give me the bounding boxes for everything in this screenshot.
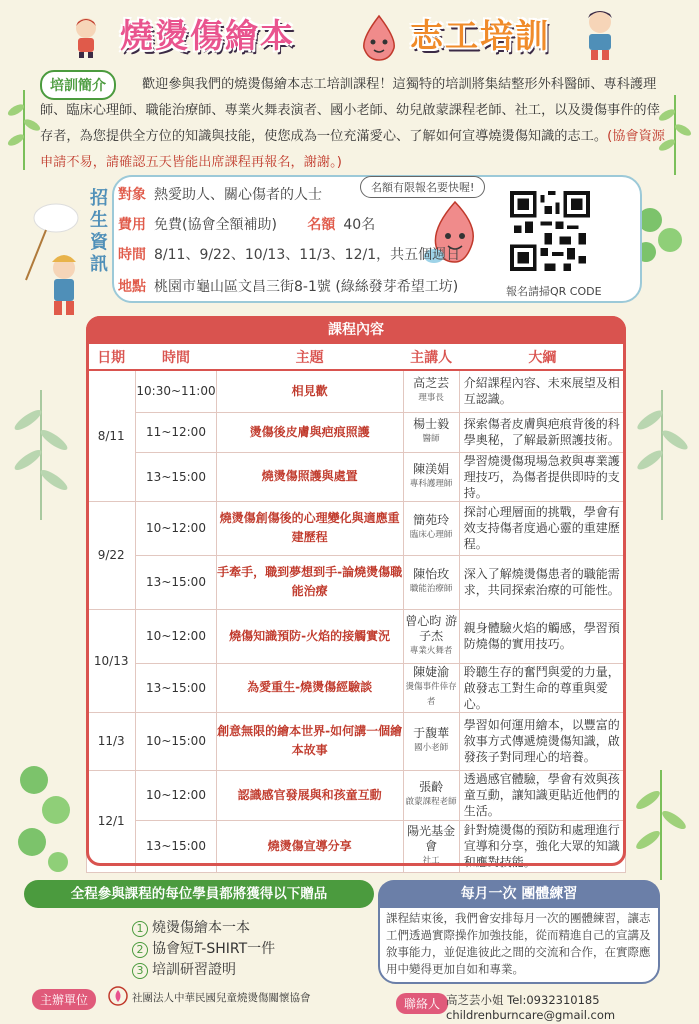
outline-cell: 探索傷者皮膚與疤痕背後的科學奧秘，了解最新照護技術。: [459, 412, 625, 452]
list-item: [132, 960, 275, 981]
practice-text: 課程結束後，我們會安排每月一次的團體練習，讓志工們透過實際操作加強技能，從而精進自己的宣講及敘事能力，並促進彼此之間的交流和合作，在實際應用中變得更加自如和專業。: [386, 911, 651, 976]
outline-cell: 透過感官體驗，學會有效與孩童互動，讓知識更貼近他們的生活。: [459, 770, 625, 820]
recruit-side-label: [88, 188, 110, 276]
table-row: [87, 712, 626, 770]
topic-cell: 認識感官發展與和孩童互動: [216, 770, 403, 820]
target-value: 熱愛助人、關心傷者的人士: [154, 187, 322, 203]
quota-value: 40名: [343, 217, 376, 233]
page-subtitle: 志工培訓: [410, 16, 550, 55]
table-row: [87, 370, 626, 412]
gift-number: 2: [132, 942, 148, 958]
page-title: 燒燙傷繪本: [120, 16, 295, 55]
topic-cell: 創意無限的繪本世界-如何講一個繪本故事: [216, 712, 403, 770]
speaker-cell: [403, 820, 459, 872]
recruit-time-row: [118, 244, 460, 264]
outline-cell: 學習如何運用繪本，以豐富的敘事方式傳遞燒燙傷知識，啟發孩子對同理心的培養。: [459, 712, 625, 770]
association-logo-icon: [108, 986, 128, 1006]
speaker-name: 曾心昀 游子杰: [405, 613, 458, 643]
column-header: 日期: [87, 344, 136, 370]
speaker-role: 醫師: [422, 434, 440, 444]
topic-cell: 相見歡: [216, 370, 403, 412]
speaker-cell: [403, 452, 459, 501]
recruit-side-char: 生: [90, 210, 108, 231]
table-row: [87, 663, 626, 712]
outline-cell: 親身體驗火焰的觸感，學習預防燒傷的實用技巧。: [459, 609, 625, 663]
table-row: [87, 412, 626, 452]
intro-note: (協會資源申請不易，請確認五天皆能出席課程再報名，謝謝。): [40, 129, 665, 170]
speaker-name: 陳婕渝: [413, 665, 450, 679]
recruit-fee-row: [118, 214, 375, 234]
outline-cell: 學習燒燙傷現場急救與專業護理技巧，為傷者提供即時的支持。: [459, 452, 625, 501]
speaker-role: 理事長: [418, 393, 444, 404]
gift-item-label: 培訓研習證明: [152, 962, 236, 978]
time-cell: 13~15:00: [136, 663, 216, 712]
speaker-cell: [403, 770, 459, 820]
list-item: [132, 918, 275, 939]
limited-quota-bubble: 名額有限報名要快喔!: [360, 176, 485, 198]
recruit-side-char: 招: [90, 188, 108, 209]
topic-cell: 燒傷知識預防-火焰的接觸實況: [216, 609, 403, 663]
table-row: [87, 452, 626, 501]
topic-cell: 為愛重生-燒燙傷經驗談: [216, 663, 403, 712]
gift-item-label: 協會短T-SHIRT一件: [152, 941, 276, 957]
topic-cell: 燒燙傷宣導分享: [216, 820, 403, 872]
intro-body: 歡迎參與我們的燒燙傷繪本志工培訓課程！這獨特的培訓將集結整形外科醫師、專科護理師、臨床心理師、職能治療師、專業火舞表演者、國小老師、幼兒啟蒙課程老師、社工，以及燙傷事件的倖存者，為您提供全方位的知識與技能，使您成為一位充滿愛心、了解如何宣導燒燙傷知識的志工。: [40, 77, 660, 144]
date-cell: 8/11: [87, 370, 136, 501]
speaker-name: 高芝芸: [413, 376, 450, 391]
column-header: 大綱: [459, 344, 625, 370]
time-cell: 13~15:00: [136, 452, 216, 501]
speaker-cell: [403, 712, 459, 770]
outline-cell: 針對燒燙傷的預防和處理進行宣導和分享，強化大眾的知識和應對技能。: [459, 820, 625, 872]
speaker-role: 臨床心理師: [409, 530, 453, 540]
place-key: 地點: [118, 279, 146, 295]
speaker-role: 國小老師: [414, 743, 449, 753]
time-cell: 10~12:00: [136, 501, 216, 555]
time-cell: 10:30~11:00: [136, 370, 216, 412]
leaf-decoration-icon: [630, 380, 695, 520]
leaf-decoration-icon: [4, 750, 84, 880]
outline-cell: 深入了解燒燙傷患者的職能需求，共同探索治療的可能性。: [459, 555, 625, 609]
date-cell: 12/1: [87, 770, 136, 872]
date-cell: 11/3: [87, 712, 136, 770]
intro-label: 培訓簡介: [40, 70, 116, 100]
speaker-role: 職能治療師: [409, 584, 453, 594]
outline-cell: 聆聽生存的奮鬥與愛的力量，啟發志工對生命的尊重與愛心。: [459, 663, 625, 712]
gift-item-label: 燒燙傷繪本一本: [152, 920, 250, 936]
time-cell: 11~12:00: [136, 412, 216, 452]
time-cell: 13~15:00: [136, 555, 216, 609]
course-section-title: 課程內容: [86, 316, 626, 344]
topic-cell: 燒燙傷創傷後的心理變化與適應重建歷程: [216, 501, 403, 555]
recruit-place-row: [118, 276, 458, 296]
speaker-name: 陳怡玫: [413, 567, 450, 581]
speaker-cell: [403, 501, 459, 555]
speaker-role: 燙傷事件倖存者: [405, 682, 457, 707]
speaker-cell: [403, 370, 459, 412]
place-value: 桃園市龜山區文昌三街8-1號 (綠絲發芽希望工坊): [154, 279, 459, 295]
speaker-name: 楊士毅: [413, 417, 450, 431]
table-row: [87, 609, 626, 663]
speaker-name: 簡苑玲: [413, 513, 450, 527]
speaker-role: 啟蒙課程老師: [405, 797, 457, 807]
organizer-name: 社團法人中華民國兒童燒燙傷關懷協會: [132, 992, 311, 1004]
time-value: 8/11、9/22、10/13、11/3、12/1，共五個週日: [154, 247, 461, 263]
contact-name: 高芝芸小姐 Tel:0932310185: [446, 993, 600, 1007]
organizer-label: 主辦單位: [32, 989, 96, 1010]
table-row: [87, 820, 626, 872]
contact-email[interactable]: childrenburncare@gmail.com: [446, 1008, 616, 1022]
speaker-name: 于馥華: [413, 726, 450, 740]
recruit-side-char: 訊: [90, 254, 108, 275]
table-row: [87, 770, 626, 820]
speaker-role: 社工: [422, 855, 440, 866]
leaf-decoration-icon: [628, 760, 694, 880]
column-header: 主講人: [403, 344, 459, 370]
outline-cell: 探討心理層面的挑戰，學會有效支持傷者度過心靈的重建歷程。: [459, 501, 625, 555]
fee-value: 免費(協會全額補助): [154, 217, 277, 233]
contact-label: 聯絡人: [396, 993, 448, 1014]
recruit-target-row: [118, 184, 322, 204]
quota-key: 名額: [307, 217, 336, 233]
list-item: [132, 939, 275, 960]
target-key: 對象: [118, 187, 146, 203]
gifts-list: [132, 918, 275, 981]
speaker-cell: [403, 663, 459, 712]
speaker-cell: [403, 555, 459, 609]
time-cell: 10~12:00: [136, 609, 216, 663]
speaker-role: 專業火舞者: [409, 645, 453, 656]
time-key: 時間: [118, 247, 146, 263]
date-cell: 9/22: [87, 501, 136, 609]
time-cell: 10~15:00: [136, 712, 216, 770]
topic-cell: 手牽手，職到夢想到手-論燒燙傷職能治療: [216, 555, 403, 609]
table-header-row: [87, 344, 626, 370]
topic-cell: 燒燙傷照護與處置: [216, 452, 403, 501]
child-with-net-icon: [6, 200, 86, 350]
leaf-decoration-icon: [4, 80, 44, 170]
time-cell: 10~12:00: [136, 770, 216, 820]
gifts-title: 全程參與課程的每位學員都將獲得以下贈品: [24, 880, 374, 908]
recruit-side-char: 資: [90, 232, 108, 253]
date-cell: 10/13: [87, 609, 136, 712]
time-cell: 13~15:00: [136, 820, 216, 872]
column-header: 時間: [136, 344, 216, 370]
topic-cell: 燙傷後皮膚與疤痕照護: [216, 412, 403, 452]
table-row: [87, 555, 626, 609]
gift-number: 3: [132, 963, 148, 979]
intro-text: [40, 72, 670, 176]
gift-number: 1: [132, 921, 148, 937]
leaf-decoration-icon: [6, 380, 76, 520]
table-row: [87, 501, 626, 555]
speaker-name: 陳渼娟: [413, 461, 450, 476]
column-header: 主題: [216, 344, 403, 370]
speaker-cell: [403, 412, 459, 452]
practice-title: 每月一次 團體練習: [378, 880, 660, 908]
speaker-name: 張齡: [419, 780, 444, 794]
outline-cell: 介紹課程內容、未來展望及相互認識。: [459, 370, 625, 412]
speaker-name: 陽光基金會: [407, 823, 456, 853]
qr-caption: 報名請掃QR CODE: [506, 285, 602, 298]
speaker-role: 專科護理師: [409, 478, 453, 489]
fee-key: 費用: [118, 217, 146, 233]
speaker-cell: [403, 609, 459, 663]
course-table: [86, 344, 626, 873]
qr-code[interactable]: [510, 186, 590, 276]
header: [0, 6, 699, 62]
